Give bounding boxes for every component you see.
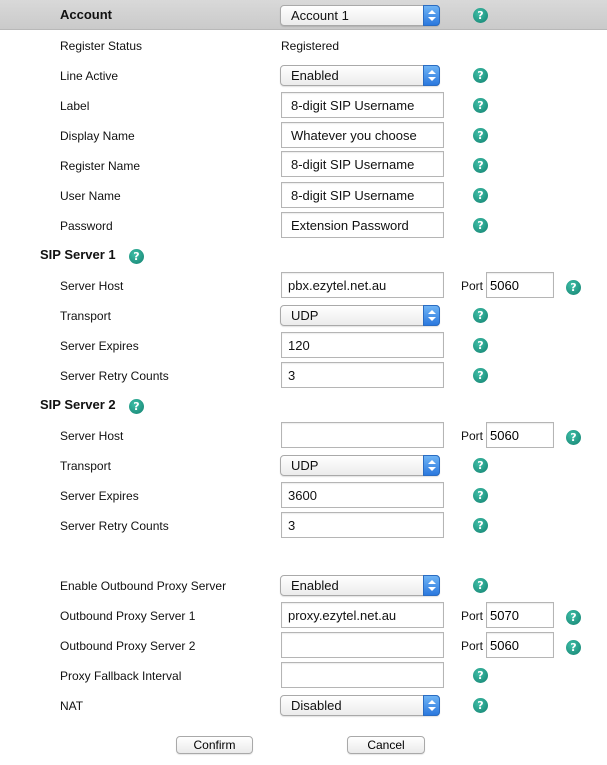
- help-icon[interactable]: ?: [473, 218, 488, 233]
- sip2-retry-counts-label: Server Retry Counts: [60, 519, 169, 533]
- label-input[interactable]: [281, 92, 444, 118]
- sip2-transport-select[interactable]: [280, 455, 440, 476]
- help-icon[interactable]: ?: [566, 430, 581, 445]
- register-status-label: Register Status: [60, 39, 143, 53]
- help-icon[interactable]: ?: [473, 578, 488, 593]
- proxy2-port-label: Port: [461, 639, 484, 653]
- help-icon[interactable]: ?: [473, 338, 488, 353]
- register-status-value: Registered: [281, 39, 340, 53]
- chevron-up-down-icon: [423, 695, 440, 716]
- sip1-server-host-label: Server Host: [60, 279, 124, 293]
- help-icon[interactable]: ?: [473, 488, 488, 503]
- nat-label: NAT: [60, 699, 84, 713]
- help-icon[interactable]: ?: [129, 399, 144, 414]
- help-icon[interactable]: ?: [566, 610, 581, 625]
- display-name-input[interactable]: [281, 122, 444, 148]
- help-icon[interactable]: ?: [473, 518, 488, 533]
- sip1-port-input[interactable]: [486, 272, 554, 298]
- line-active-select[interactable]: [280, 65, 440, 86]
- enable-outbound-proxy-select[interactable]: [280, 575, 440, 596]
- proxy2-port-input[interactable]: [486, 632, 554, 658]
- proxy-fallback-interval-input[interactable]: [281, 662, 444, 688]
- sip1-server-expires-input[interactable]: [281, 332, 444, 358]
- outbound-proxy-2-input[interactable]: [281, 632, 444, 658]
- password-input[interactable]: [281, 212, 444, 238]
- sip2-server-expires-label: Server Expires: [60, 489, 139, 503]
- sip-server-1-heading: SIP Server 1: [40, 247, 116, 262]
- help-icon[interactable]: ?: [473, 698, 488, 713]
- chevron-up-down-icon: [423, 305, 440, 326]
- help-icon[interactable]: ?: [473, 68, 488, 83]
- line-active-label: Line Active: [60, 69, 119, 83]
- label-field-label: Label: [60, 99, 90, 113]
- outbound-proxy-1-label: Outbound Proxy Server 1: [60, 609, 196, 623]
- enable-outbound-proxy-value: Enabled: [291, 578, 339, 593]
- help-icon[interactable]: ?: [473, 8, 488, 23]
- sip2-transport-label: Transport: [60, 459, 111, 473]
- user-name-label: User Name: [60, 189, 121, 203]
- help-icon[interactable]: ?: [473, 308, 488, 323]
- help-icon[interactable]: ?: [473, 458, 488, 473]
- account-select-value: Account 1: [291, 8, 349, 23]
- sip1-server-expires-label: Server Expires: [60, 339, 139, 353]
- help-icon[interactable]: ?: [473, 158, 488, 173]
- sip2-port-label: Port: [461, 429, 484, 443]
- display-name-label: Display Name: [60, 129, 135, 143]
- sip1-transport-select[interactable]: [280, 305, 440, 326]
- help-icon[interactable]: ?: [473, 668, 488, 683]
- sip1-transport-label: Transport: [60, 309, 111, 323]
- register-name-input[interactable]: [281, 151, 444, 177]
- register-name-label: Register Name: [60, 159, 141, 173]
- sip2-retry-counts-input[interactable]: [281, 512, 444, 538]
- sip1-transport-value: UDP: [291, 308, 319, 323]
- sip2-port-input[interactable]: [486, 422, 554, 448]
- help-icon[interactable]: ?: [473, 128, 488, 143]
- sip1-retry-counts-label: Server Retry Counts: [60, 369, 169, 383]
- sip-server-2-heading: SIP Server 2: [40, 397, 116, 412]
- account-label: Account: [60, 7, 112, 22]
- nat-select-value: Disabled: [291, 698, 342, 713]
- sip1-port-label: Port: [461, 279, 484, 293]
- help-icon[interactable]: ?: [129, 249, 144, 264]
- cancel-button[interactable]: Cancel: [347, 736, 425, 754]
- sip1-server-host-input[interactable]: [281, 272, 444, 298]
- chevron-up-down-icon: [423, 455, 440, 476]
- help-icon[interactable]: ?: [473, 188, 488, 203]
- chevron-up-down-icon: [423, 65, 440, 86]
- outbound-proxy-2-label: Outbound Proxy Server 2: [60, 639, 196, 653]
- help-icon[interactable]: ?: [566, 640, 581, 655]
- nat-select[interactable]: [280, 695, 440, 716]
- proxy1-port-input[interactable]: [486, 602, 554, 628]
- sip2-server-expires-input[interactable]: [281, 482, 444, 508]
- proxy1-port-label: Port: [461, 609, 484, 623]
- help-icon[interactable]: ?: [473, 98, 488, 113]
- user-name-input[interactable]: [281, 182, 444, 208]
- enable-outbound-proxy-label: Enable Outbound Proxy Server: [60, 579, 227, 593]
- password-label: Password: [60, 219, 113, 233]
- sip2-server-host-input[interactable]: [281, 422, 444, 448]
- confirm-button[interactable]: Confirm: [176, 736, 253, 754]
- chevron-up-down-icon: [423, 5, 440, 26]
- account-select[interactable]: [280, 5, 440, 26]
- sip2-transport-value: UDP: [291, 458, 319, 473]
- help-icon[interactable]: ?: [566, 280, 581, 295]
- sip1-retry-counts-input[interactable]: [281, 362, 444, 388]
- help-icon[interactable]: ?: [473, 368, 488, 383]
- outbound-proxy-1-input[interactable]: [281, 602, 444, 628]
- sip2-server-host-label: Server Host: [60, 429, 124, 443]
- proxy-fallback-interval-label: Proxy Fallback Interval: [60, 669, 182, 683]
- line-active-select-value: Enabled: [291, 68, 339, 83]
- chevron-up-down-icon: [423, 575, 440, 596]
